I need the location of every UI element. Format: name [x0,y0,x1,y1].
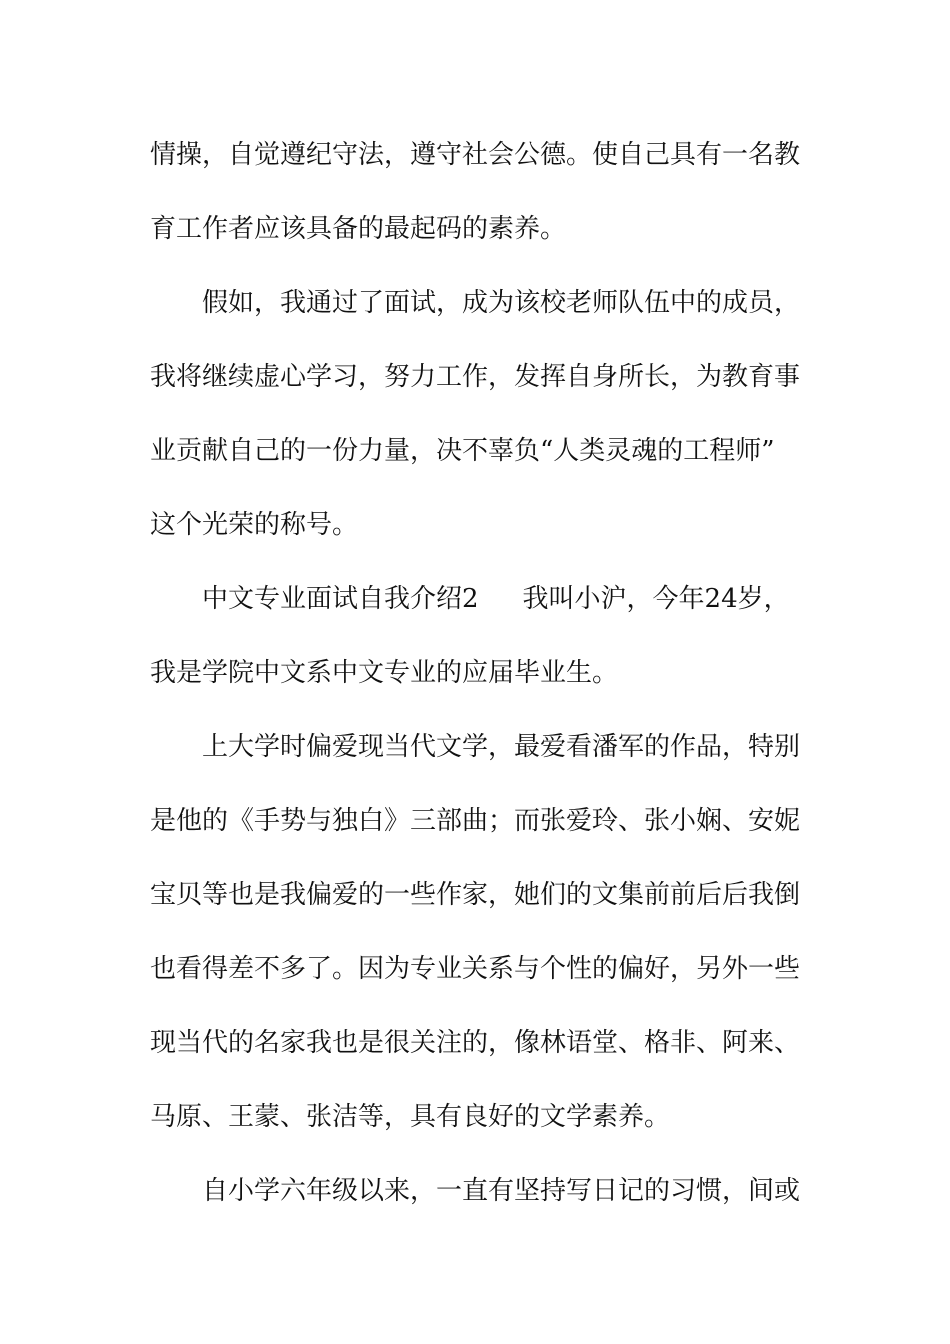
text-line: 是他的《手势与独白》三部曲；而张爱玲、张小娴、安妮 [150,806,801,836]
text-line: 宝贝等也是我偏爱的一些作家，她们的文集前前后后我倒 [150,880,801,910]
paragraph-start-line: 假如，我通过了面试，成为该校老师队伍中的成员， [202,288,801,318]
text-line: 也看得差不多了。因为专业关系与个性的偏好，另外一些 [150,954,801,984]
text-line: 马原、王蒙、张洁等，具有良好的文学素养。 [150,1102,671,1132]
text-line: 我是学院中文系中文专业的应届毕业生。 [150,658,619,688]
text-segment: 我叫小沪，今年24岁， [522,584,790,614]
text-line: 业贡献自己的一份力量，决不辜负“人类灵魂的工程师” [150,436,775,466]
text-line: 现当代的名家我也是很关注的，像林语堂、格非、阿来、 [150,1028,801,1058]
paragraph-start-line: 上大学时偏爱现当代文学，最爱看潘军的作品，特别 [202,732,801,762]
text-line: 情操，自觉遵纪守法，遵守社会公德。使自己具有一名教 [150,140,801,170]
text-line: 这个光荣的称号。 [150,510,359,540]
paragraph-start-line [202,581,800,617]
paragraph-start-line: 自小学六年级以来，一直有坚持写日记的习惯，间或 [202,1176,801,1206]
text-line: 我将继续虚心学习，努力工作，发挥自身所长，为教育事 [150,362,801,392]
section-heading: 中文专业面试自我介绍2 [202,584,479,614]
text-line: 育工作者应该具备的最起码的素养。 [150,214,567,244]
